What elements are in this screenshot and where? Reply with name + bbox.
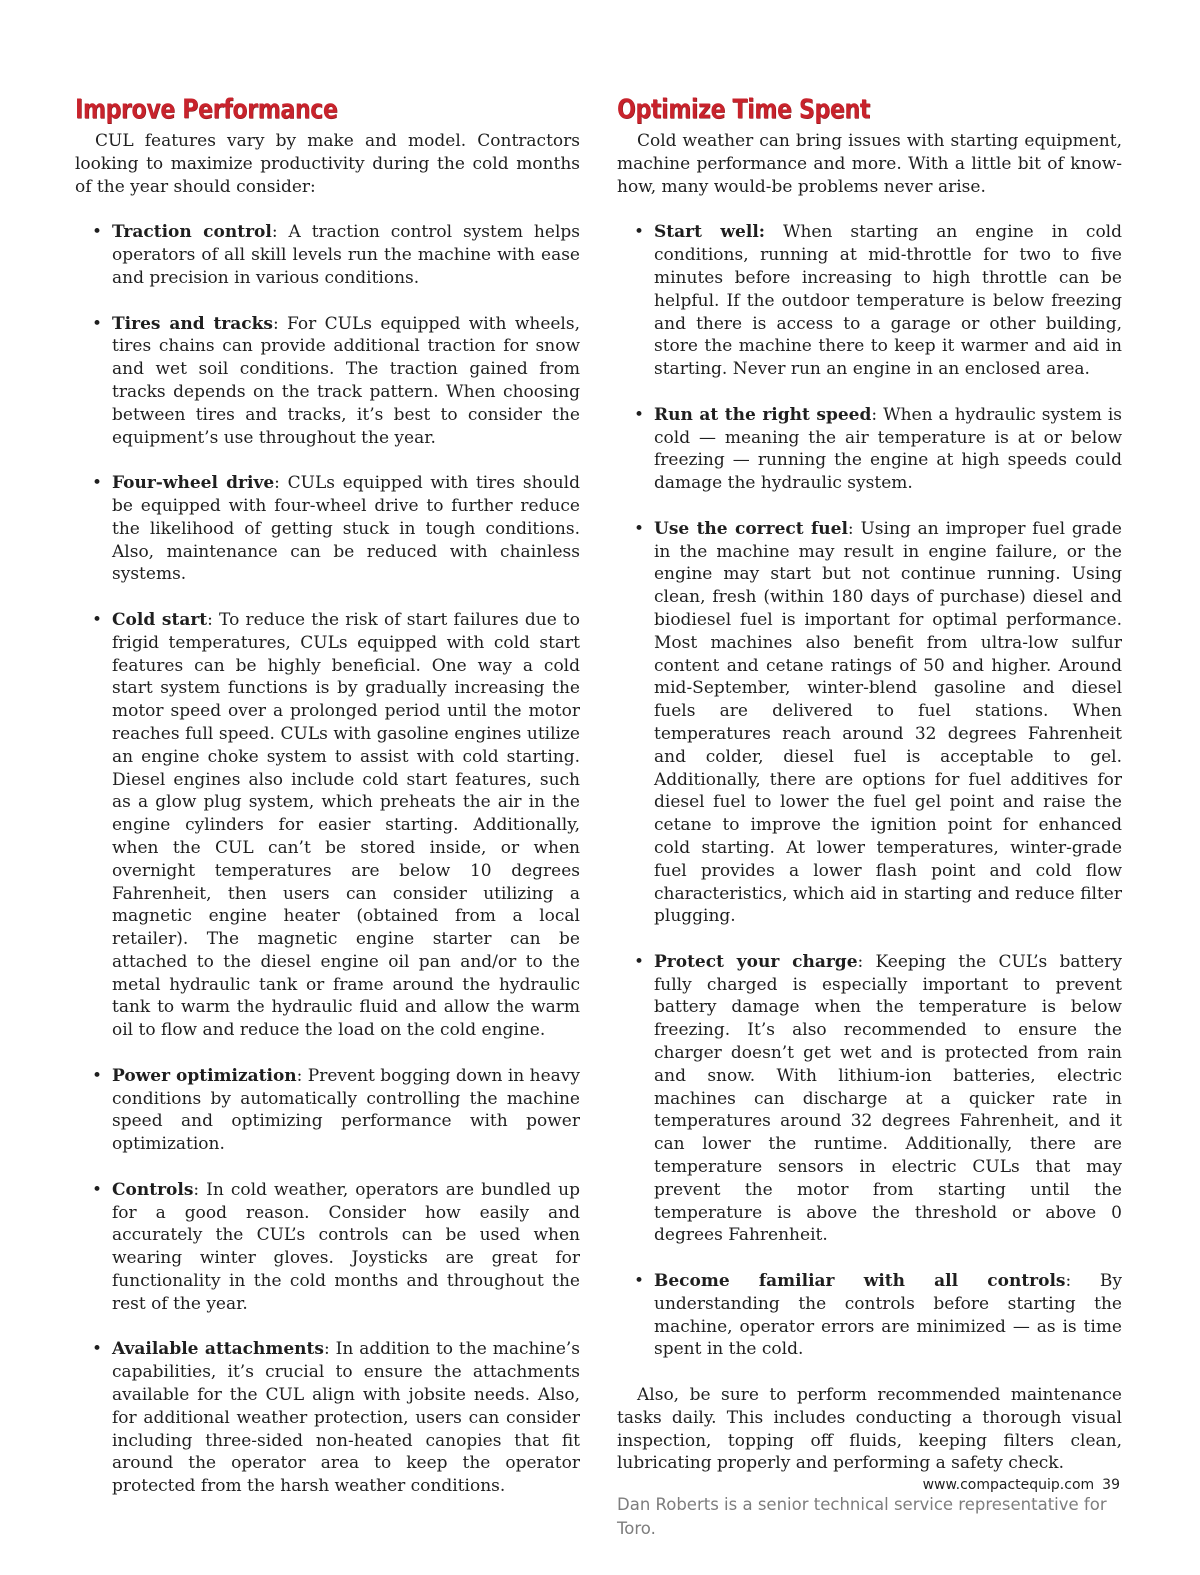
list-item [75,472,580,586]
bullet-icon: • [634,951,645,972]
item-text: : CULs equipped with tires should be equipped with four-wheel drive to further reduce the likelihood of getting stuck in tough conditions. Also, maintenance can be reduced with chainless systems. [112,473,580,585]
section-heading: Optimize Time Spent [617,94,870,125]
item-text: : A traction control system helps operators of all skill levels run the machine with ease and precision in various conditions. [112,222,580,288]
item-term: Controls [112,1179,194,1200]
list-item [75,1338,580,1498]
item-term: Four-wheel drive [112,473,275,494]
item-text: : When a hydraulic system is cold — meaning the air temperature is at or below freezing — running the engine at high speeds could damage the hydraulic system. [654,404,1122,494]
bullet-icon: • [92,313,103,334]
page-footer [923,1477,1120,1493]
list-item [75,221,580,289]
list-item [617,1270,1122,1361]
item-text: : By understanding the controls before starting the machine, operator errors are minimized — as is time spent in the cold. [654,1271,1122,1360]
feature-list [75,221,580,1498]
bullet-icon: • [634,222,645,243]
bullet-icon: • [92,1065,103,1086]
bullet-icon: • [92,1179,103,1200]
footer-url[interactable]: www.compactequip.com [922,1477,1095,1493]
item-term: Run at the right speed [654,404,872,425]
bullet-icon: • [634,1271,645,1292]
left-column [75,92,580,1521]
list-item [617,221,1122,381]
list-item [75,313,580,450]
author-bio: Dan Roberts is a senior technical service representative for Toro. [617,1495,1107,1539]
list-item [617,404,1122,495]
page-number: 39 [1102,1477,1120,1493]
tips-list [617,221,1122,1361]
right-column [617,92,1122,1541]
bullet-icon: • [92,1339,103,1360]
intro-paragraph: CUL features vary by make and model. Contractors looking to maximize productivity during the cold months of the year should consider: [75,131,580,197]
item-term: Tires and tracks [112,313,273,334]
list-item [75,1179,580,1316]
bullet-icon: • [92,222,103,243]
bullet-icon: • [634,518,645,539]
closing-paragraph: Also, be sure to perform recommended maintenance tasks daily. This includes conducting a thorough visual inspection, topping off fluids, keeping filters clean, lubricating properly and performing a safety check. [617,1385,1122,1474]
list-item [617,518,1122,928]
list-item [75,1065,580,1156]
item-term: Traction control [112,222,272,243]
item-text: : In cold weather, operators are bundled up for a good reason. Consider how easily and accurately the CUL’s controls can be used when wearing winter gloves. Joysticks are great for functionality in the cold months and throughout the rest of the year. [112,1179,580,1314]
item-text: : In addition to the machine’s capabilities, it’s crucial to ensure the attachments available for the CUL align with jobsite needs. Also, for additional weather protection, users can consider including three-sided non-heated canopies that fit around the operator area to keep the operator protected from the harsh weather conditions. [112,1339,581,1497]
item-text: : Keeping the CUL’s battery fully charged is especially important to prevent battery damage when the temperature is below freezing. It’s also recommended to ensure the charger doesn’t get wet and is protected from rain and snow. With lithium-ion batteries, electric machines can discharge at a quicker rate in temperatures around 32 degrees Fahrenheit, and it can lower the runtime. Additionally, there are temperature sensors in electric CULs that may prevent the motor from starting until the temperature is above the threshold or above 0 degrees Fahrenheit. [654,951,1122,1246]
item-text: : For CULs equipped with wheels, tires chains can provide additional traction for snow and wet soil conditions. The traction gained from tracks depends on the track pattern. When choosing between tires and tracks, it’s best to consider the equipment’s use throughout the year. [112,313,581,448]
bullet-icon: • [92,473,103,494]
item-term: Available attachments [112,1339,324,1360]
item-text: : Prevent bogging down in heavy conditions by automatically controlling the machine speed and optimizing performance with power optimization. [112,1065,580,1155]
item-term: Start well: [654,222,766,243]
item-term: Cold start [112,609,208,630]
item-text: When starting an engine in cold conditions, running at mid-throttle for two to five minutes before increasing to high throttle can be helpful. If the outdoor temperature is below freezing and there is access to a garage or other building, store the machine there to keep it warmer and aid in starting. Never run an engine in an enclosed area. [654,222,1122,380]
item-term: Protect your charge [654,951,858,972]
intro-paragraph: Cold weather can bring issues with starting equipment, machine performance and more. With a little bit of know-how, many would-be problems never arise. [617,131,1122,197]
item-term: Become familiar with all controls [654,1271,1066,1292]
section-heading: Improve Performance [75,94,338,125]
item-term: Use the correct fuel [654,518,848,539]
item-text: : Using an improper fuel grade in the machine may result in engine failure, or the engine may start but not continue running. Using clean, fresh (within 180 days of purchase) diesel and biodiesel fuel is important for optimal performance. Most machines also benefit from ultra-low sulfur content and cetane ratings of 50 and higher. Around mid-September, winter-blend gasoline and diesel fuels are delivered to fuel stations. When temperatures reach around 32 degrees Fahrenheit and colder, diesel fuel is acceptable to gel. Additionally, there are options for fuel additives for diesel fuel to lower the fuel gel point and raise the cetane to improve the ignition point for enhanced cold starting. At lower temperatures, winter-grade fuel provides a lower flash point and cold flow characteristics, which aid in starting and reduce filter plugging. [654,518,1122,927]
item-text: : To reduce the risk of start failures due to frigid temperatures, CULs equipped with cold start features can be highly beneficial. One way a cold start system functions is by gradually increasing the motor speed over a prolonged period until the motor reaches full speed. CULs with gasoline engines utilize an engine choke system to assist with cold starting. Diesel engines also include cold start features, such as a glow plug system, which preheats the air in the engine cylinders for easier starting. Additionally, when the CUL can’t be stored inside, or when overnight temperatures are below 10 degrees Fahrenheit, then users can consider utilizing a magnetic engine heater (obtained from a local retailer). The magnetic engine starter can be attached to the diesel engine oil pan and/or to the metal hydraulic tank or frame around the hydraulic tank to warm the hydraulic fluid and allow the warm oil to flow and reduce the load on the cold engine. [112,609,580,1041]
list-item [75,609,580,1042]
list-item [617,951,1122,1247]
bullet-icon: • [92,609,103,630]
bullet-icon: • [634,404,645,425]
item-term: Power optimization [112,1065,297,1086]
